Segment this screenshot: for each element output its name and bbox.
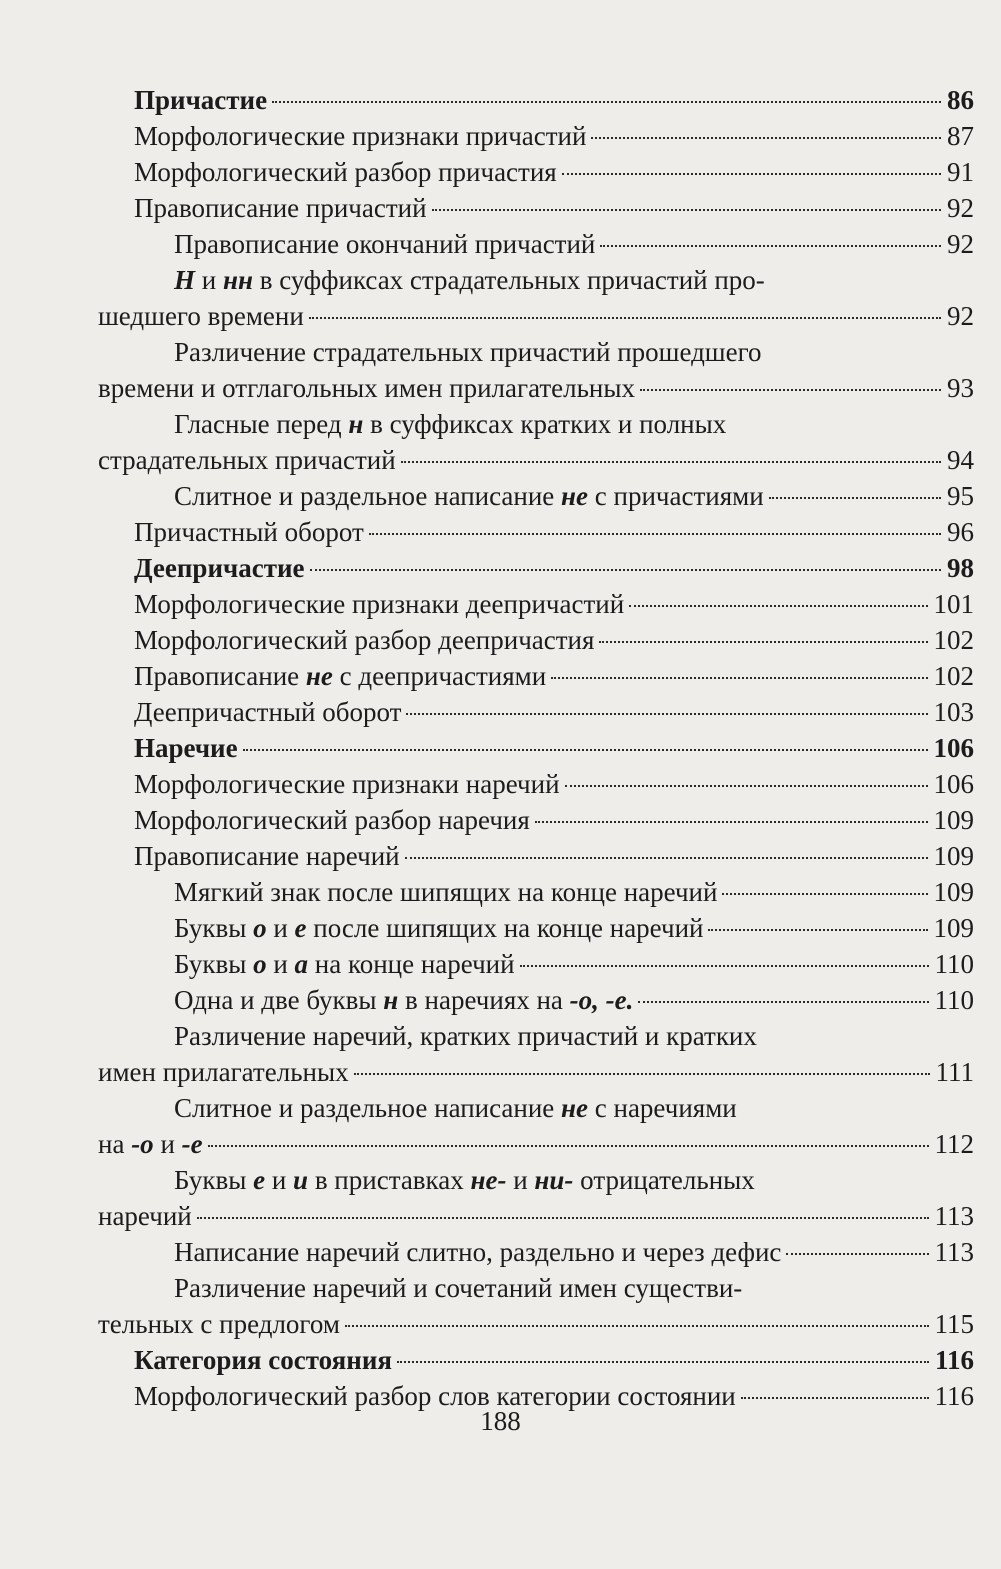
toc-entry-title: Правописание наречий xyxy=(134,841,400,871)
toc-entry-page: 87 xyxy=(947,121,974,151)
toc-entry[interactable] xyxy=(98,1342,974,1378)
toc-entry-page: 92 xyxy=(947,193,974,223)
toc-entry-title xyxy=(98,1126,203,1162)
toc-entry-title xyxy=(174,910,703,946)
toc-entry[interactable] xyxy=(98,874,974,910)
dot-leader xyxy=(551,677,927,679)
emphasis-text: и xyxy=(293,1165,309,1195)
dot-leader xyxy=(272,101,941,103)
emphasis-text: не xyxy=(561,481,589,511)
emphasis-text: о xyxy=(253,913,267,943)
toc-entry-page: 95 xyxy=(947,481,974,511)
toc-entry-page: 96 xyxy=(947,517,974,547)
text-fragment: времени и отглагольных имен прилагательных xyxy=(98,373,636,403)
dot-leader xyxy=(708,929,927,931)
toc-entry-title: Морфологический разбор деепричастия xyxy=(134,625,595,655)
toc-entry[interactable] xyxy=(98,478,974,514)
toc-entry[interactable] xyxy=(98,118,974,154)
toc-entry-title xyxy=(174,1018,757,1054)
toc-entry-title xyxy=(98,1198,192,1234)
emphasis-text: ни- xyxy=(534,1165,574,1195)
toc-entry-page: 106 xyxy=(933,769,974,799)
text-fragment: Буквы xyxy=(174,1165,254,1195)
toc-entry-page: 91 xyxy=(947,157,974,187)
text-fragment: Слитное и раздельное написание xyxy=(174,481,562,511)
toc-entry-title xyxy=(174,1090,737,1126)
toc-entry-page: 115 xyxy=(934,1309,974,1339)
toc-entry-title xyxy=(174,1162,755,1198)
toc-entry-first-line xyxy=(98,1018,974,1054)
toc-entry[interactable] xyxy=(98,1126,974,1162)
dot-leader xyxy=(369,533,941,535)
toc-entry[interactable] xyxy=(98,694,974,730)
toc-entry-page: 93 xyxy=(947,373,974,403)
toc-entry-title: Морфологический разбор причастия xyxy=(134,157,557,187)
page-number: 188 xyxy=(480,1406,521,1436)
toc-entry-first-line xyxy=(98,262,974,298)
table-of-contents xyxy=(98,82,974,1414)
dot-leader xyxy=(397,1361,929,1363)
text-fragment: Различение наречий, кратких причастий и кратких xyxy=(174,1021,757,1051)
toc-entry-title xyxy=(174,946,515,982)
toc-entry-page: 113 xyxy=(934,1237,974,1267)
text-fragment: и xyxy=(265,1165,294,1195)
toc-entry[interactable] xyxy=(98,910,974,946)
toc-entry-title xyxy=(98,1306,340,1342)
toc-entry-title: Причастный оборот xyxy=(134,517,364,547)
dot-leader xyxy=(562,173,941,175)
text-fragment: с деепричастиями xyxy=(332,661,547,691)
toc-entry[interactable] xyxy=(98,1054,974,1090)
text-fragment: и xyxy=(153,1129,182,1159)
toc-entry[interactable] xyxy=(98,190,974,226)
toc-entry[interactable] xyxy=(98,442,974,478)
text-fragment: Различение страдательных причастий прошедшего xyxy=(174,337,762,367)
toc-entry-title: Причастие xyxy=(134,85,268,115)
dot-leader xyxy=(535,821,928,823)
text-fragment: и xyxy=(195,265,223,295)
toc-entry-page: 116 xyxy=(934,1381,974,1411)
dot-leader xyxy=(640,389,941,391)
toc-entry-title: Морфологические признаки наречий xyxy=(134,769,560,799)
text-fragment: наречий xyxy=(98,1201,192,1231)
toc-entry-page: 92 xyxy=(947,301,974,331)
toc-entry[interactable] xyxy=(98,658,974,694)
toc-entry-title: Деепричастие xyxy=(134,553,305,583)
toc-entry-title: Деепричастный оборот xyxy=(134,697,402,727)
toc-entry-page: 102 xyxy=(933,661,974,691)
toc-entry-first-line xyxy=(98,1162,974,1198)
toc-entry-page: 112 xyxy=(934,1129,974,1159)
toc-entry-title: Морфологические признаки деепричастий xyxy=(134,589,625,619)
toc-entry-page: 109 xyxy=(933,877,974,907)
dot-leader xyxy=(638,1001,928,1003)
toc-entry-title xyxy=(174,262,765,298)
emphasis-text: Н xyxy=(174,265,196,295)
text-fragment: страдательных причастий xyxy=(98,445,396,475)
toc-entry[interactable] xyxy=(98,982,974,1018)
toc-entry-title xyxy=(174,478,764,514)
toc-entry[interactable] xyxy=(98,514,974,550)
emphasis-text: е xyxy=(294,913,307,943)
dot-leader xyxy=(520,965,929,967)
dot-leader xyxy=(722,893,927,895)
toc-entry-page: 110 xyxy=(934,985,974,1015)
toc-entry-page: 109 xyxy=(933,913,974,943)
text-fragment: и xyxy=(266,913,295,943)
toc-entry-first-line xyxy=(98,406,974,442)
emphasis-text: не- xyxy=(470,1165,507,1195)
toc-entry[interactable] xyxy=(98,802,974,838)
dot-leader xyxy=(197,1217,929,1219)
toc-entry[interactable] xyxy=(98,622,974,658)
emphasis-text: н xyxy=(383,985,399,1015)
emphasis-text: не xyxy=(305,661,333,691)
toc-entry[interactable] xyxy=(98,766,974,802)
text-fragment: на xyxy=(98,1129,132,1159)
toc-entry-page: 98 xyxy=(947,553,974,583)
toc-entry-title xyxy=(174,406,726,442)
text-fragment: отрицательных xyxy=(573,1165,755,1195)
toc-entry-page: 111 xyxy=(935,1057,974,1087)
toc-entry-title xyxy=(98,298,304,334)
dot-leader xyxy=(741,1397,929,1399)
text-fragment: на конце наречий xyxy=(308,949,515,979)
text-fragment: Одна и две буквы xyxy=(174,985,384,1015)
dot-leader xyxy=(354,1073,930,1075)
toc-entry-first-line xyxy=(98,1270,974,1306)
toc-entry[interactable] xyxy=(98,154,974,190)
toc-entry-page: 109 xyxy=(933,805,974,835)
dot-leader xyxy=(401,461,941,463)
toc-entry[interactable] xyxy=(98,550,974,586)
toc-entry[interactable] xyxy=(98,1234,974,1270)
dot-leader xyxy=(591,137,941,139)
toc-entry-page: 94 xyxy=(947,445,974,475)
toc-entry-title: Написание наречий слитно, раздельно и через дефис xyxy=(174,1237,782,1267)
dot-leader xyxy=(405,857,928,859)
text-fragment: Различение наречий и сочетаний имен существи- xyxy=(174,1273,743,1303)
toc-entry-title xyxy=(134,658,546,694)
toc-entry-page: 102 xyxy=(933,625,974,655)
toc-entry-page: 92 xyxy=(947,229,974,259)
dot-leader xyxy=(208,1145,929,1147)
toc-entry-title xyxy=(174,1270,742,1306)
emphasis-text: е xyxy=(253,1165,266,1195)
toc-entry[interactable] xyxy=(98,82,974,118)
toc-entry-title: Морфологический разбор слов категории состоянии xyxy=(134,1381,736,1411)
dot-leader xyxy=(786,1253,928,1255)
text-fragment: Буквы xyxy=(174,913,254,943)
toc-entry-title xyxy=(98,1054,349,1090)
emphasis-text: а xyxy=(294,949,309,979)
dot-leader xyxy=(345,1325,929,1327)
text-fragment: после шипящих на конце наречий xyxy=(306,913,704,943)
toc-entry[interactable] xyxy=(98,730,974,766)
text-fragment: с причастиями xyxy=(588,481,764,511)
toc-entry-title: Морфологические признаки причастий xyxy=(134,121,587,151)
dot-leader xyxy=(769,497,941,499)
toc-entry-title xyxy=(174,982,633,1018)
toc-entry[interactable] xyxy=(98,1198,974,1234)
dot-leader xyxy=(565,785,928,787)
toc-entry-first-line xyxy=(98,1090,974,1126)
toc-entry[interactable] xyxy=(98,298,974,334)
text-fragment: Буквы xyxy=(174,949,254,979)
toc-entry-page: 109 xyxy=(933,841,974,871)
dot-leader xyxy=(599,641,927,643)
dot-leader xyxy=(309,317,941,319)
toc-entry-page: 110 xyxy=(934,949,974,979)
emphasis-text: о xyxy=(253,949,267,979)
toc-entry-page: 103 xyxy=(933,697,974,727)
toc-entry[interactable] xyxy=(98,370,974,406)
text-fragment: Слитное и раздельное написание xyxy=(174,1093,562,1123)
text-fragment: имен прилагательных xyxy=(98,1057,349,1087)
toc-entry-title: Морфологический разбор наречия xyxy=(134,805,530,835)
text-fragment: в приставках xyxy=(308,1165,471,1195)
toc-entry-page: 86 xyxy=(947,85,974,115)
emphasis-text: -о, -е. xyxy=(569,985,634,1015)
toc-entry-page: 106 xyxy=(933,733,974,763)
toc-entry[interactable] xyxy=(98,586,974,622)
toc-entry-title: Правописание причастий xyxy=(134,193,427,223)
text-fragment: в суффиксах кратких и полных xyxy=(363,409,727,439)
text-fragment: и xyxy=(506,1165,535,1195)
dot-leader xyxy=(432,209,941,211)
dot-leader xyxy=(600,245,941,247)
dot-leader xyxy=(629,605,927,607)
toc-entry-title: Правописание окончаний причастий xyxy=(174,229,596,259)
toc-entry-page: 116 xyxy=(934,1345,974,1375)
emphasis-text: не xyxy=(561,1093,589,1123)
dot-leader xyxy=(406,713,927,715)
dot-leader xyxy=(310,569,941,571)
text-fragment: в наречиях на xyxy=(398,985,570,1015)
toc-entry[interactable] xyxy=(98,1306,974,1342)
toc-entry-title: Категория состояния xyxy=(134,1345,392,1375)
toc-entry[interactable] xyxy=(98,838,974,874)
toc-entry-page: 101 xyxy=(933,589,974,619)
text-fragment: Правописание xyxy=(134,661,306,691)
emphasis-text: -о xyxy=(131,1129,154,1159)
text-fragment: тельных с предлогом xyxy=(98,1309,340,1339)
emphasis-text: н xyxy=(348,409,364,439)
text-fragment: шедшего времени xyxy=(98,301,304,331)
emphasis-text: -е xyxy=(181,1129,203,1159)
toc-entry-title xyxy=(174,334,762,370)
toc-entry[interactable] xyxy=(98,226,974,262)
text-fragment: и xyxy=(266,949,295,979)
text-fragment: с наречиями xyxy=(588,1093,737,1123)
text-fragment: в суффиксах страдательных причастий про- xyxy=(252,265,765,295)
text-fragment: Гласные перед xyxy=(174,409,349,439)
toc-entry-title: Мягкий знак после шипящих на конце наречий xyxy=(174,877,718,907)
toc-entry-title: Наречие xyxy=(134,733,238,763)
emphasis-text: нн xyxy=(222,265,253,295)
toc-entry-title xyxy=(98,442,396,478)
dot-leader xyxy=(243,749,928,751)
toc-entry-page: 113 xyxy=(934,1201,974,1231)
toc-entry[interactable] xyxy=(98,946,974,982)
toc-entry-first-line xyxy=(98,334,974,370)
toc-entry-title xyxy=(98,370,635,406)
